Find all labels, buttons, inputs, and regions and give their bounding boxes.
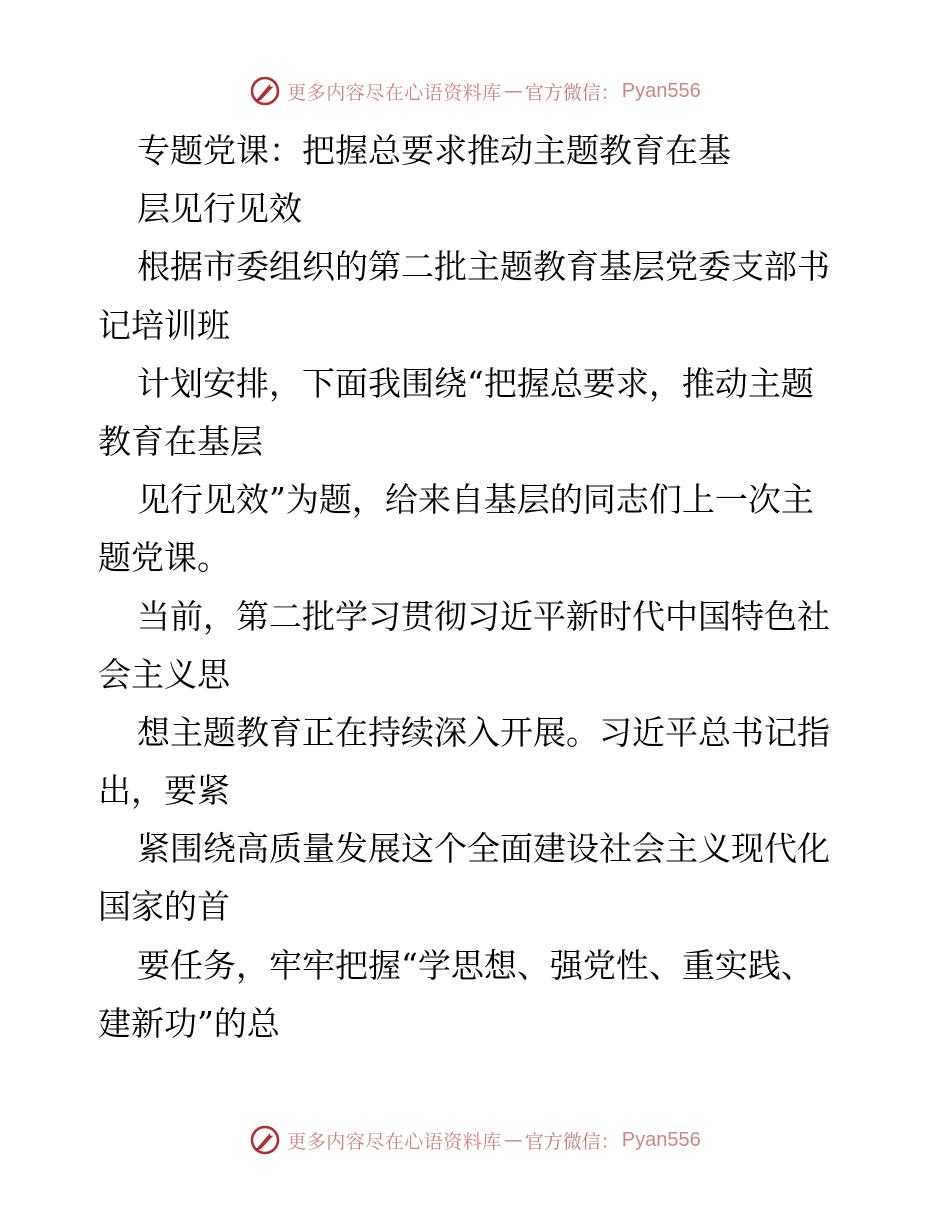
watermark-dash: — <box>503 1129 523 1151</box>
text-line: 会主义思 <box>98 654 230 694</box>
text-line: 根据市委组织的第二批主题教育基层党委支部书 <box>137 247 830 287</box>
text-line: 题党课。 <box>98 538 230 578</box>
watermark-text: 更多内容尽在心语资料库 <box>287 81 502 104</box>
text-line: 计划安排，下面我围绕“把握总要求，推动主题 <box>137 363 814 403</box>
text-line: 见行见效”为题，给来自基层的同志们上一次主 <box>137 480 814 520</box>
text-line: 建新功”的总 <box>98 1003 280 1043</box>
pen-logo-icon <box>249 1124 281 1156</box>
text-line: 要任务，牢牢把握“学思想、强党性、重实践、 <box>137 945 814 985</box>
document-body <box>98 122 858 1053</box>
watermark-wechat-label: 官方微信： <box>524 81 620 104</box>
watermark-text: 更多内容尽在心语资料库 <box>287 1130 502 1153</box>
text-line: 记培训班 <box>98 305 230 345</box>
text-line: 想主题教育正在持续深入开展。习近平总书记指 <box>137 712 830 752</box>
watermark-dash: — <box>503 80 523 102</box>
watermark-wechat-label: 官方微信： <box>524 1130 620 1153</box>
text-line: 当前，第二批学习贯彻习近平新时代中国特色社 <box>137 596 830 636</box>
text-line: 国家的首 <box>98 887 230 927</box>
footer-watermark <box>0 1120 950 1160</box>
pen-logo-icon <box>249 75 281 107</box>
header-watermark <box>0 71 950 111</box>
title-line-1: 专题党课：把握总要求推动主题教育在基 <box>137 131 731 170</box>
watermark-wechat-id: Pyan556 <box>621 1128 701 1151</box>
title-line-2: 层见行见效 <box>137 189 302 229</box>
text-line: 教育在基层 <box>98 421 263 461</box>
watermark-wechat-id: Pyan556 <box>621 79 701 102</box>
text-line: 紧围绕高质量发展这个全面建设社会主义现代化 <box>137 829 830 869</box>
text-line: 出，要紧 <box>98 771 230 811</box>
